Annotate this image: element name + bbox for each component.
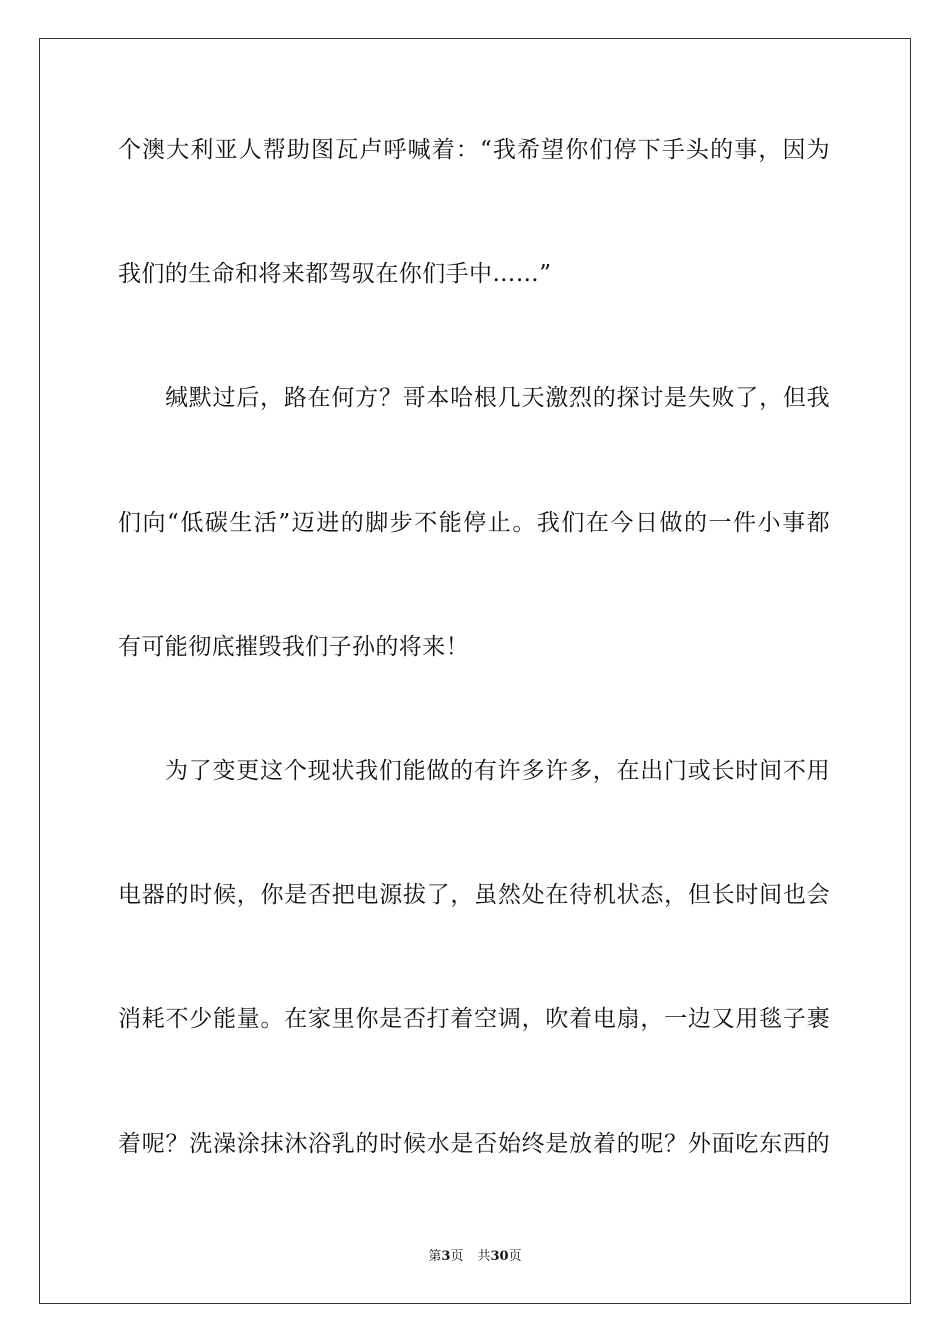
body-line-9: 着呢？洗澡涂抹沐浴乳的时候水是否始终是放着的呢？外面吃东西的 <box>118 1131 830 1157</box>
total-pages: 30 <box>490 1249 509 1264</box>
page-frame <box>39 38 911 1304</box>
body-line-5: 有可能彻底摧毁我们子孙的将来！ <box>118 634 469 660</box>
body-line-8: 消耗不少能量。在家里你是否打着空调，吹着电扇，一边又用毯子裹 <box>118 1006 830 1032</box>
body-line-2: 我们的生命和将来都驾驭在你们手中……” <box>118 261 552 287</box>
body-line-1: 个澳大利亚人帮助图瓦卢呼喊着：“我希望你们停下手头的事，因为 <box>118 137 830 163</box>
body-line-3: 缄默过后，路在何方？哥本哈根几天激烈的探讨是失败了，但我 <box>165 385 830 411</box>
page-suffix: 页 <box>450 1249 464 1264</box>
body-line-4: 们向“低碳生活”迈进的脚步不能停止。我们在今日做的一件小事都 <box>118 510 830 536</box>
page-number: 3 <box>441 1249 451 1264</box>
page-footer <box>0 1248 950 1266</box>
body-line-6: 为了变更这个现状我们能做的有许多许多，在出门或长时间不用 <box>165 758 830 784</box>
body-line-7: 电器的时候，你是否把电源拔了，虽然处在待机状态，但长时间也会 <box>118 882 830 908</box>
total-suffix: 页 <box>508 1249 522 1264</box>
total-prefix: 共 <box>477 1249 491 1264</box>
page-prefix: 第 <box>428 1249 442 1264</box>
